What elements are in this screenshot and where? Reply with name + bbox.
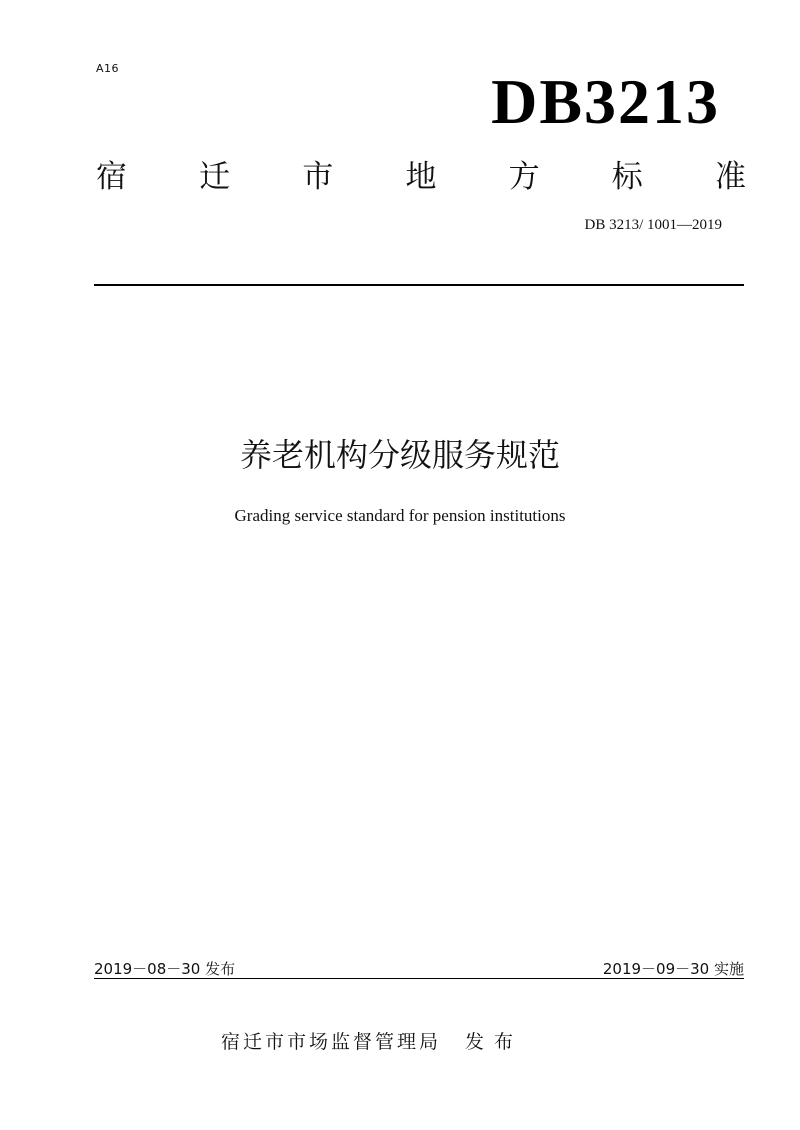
header-divider <box>94 284 744 286</box>
standard-type-char: 方 <box>508 159 540 195</box>
standard-type-heading <box>96 155 746 199</box>
publish-verb: 发布 <box>465 1031 524 1053</box>
standard-type-char: 标 <box>611 159 643 195</box>
standard-logo: DB3213 <box>491 66 720 137</box>
standard-number: DB 3213/ 1001—2019 <box>584 217 722 233</box>
document-title-english: Grading service standard for pension institutions <box>234 506 566 525</box>
publisher-line <box>221 1027 523 1054</box>
publisher-name: 宿迁市市场监督管理局 <box>221 1031 442 1053</box>
date-row <box>94 958 744 980</box>
standard-type-char: 市 <box>302 159 334 195</box>
release-date: 2019－08－30 发布 <box>94 960 236 978</box>
footer-divider <box>94 978 744 979</box>
standard-type-char: 准 <box>714 159 746 195</box>
implementation-date: 2019－09－30 实施 <box>602 960 744 978</box>
standard-type-char: 地 <box>405 159 437 195</box>
standard-type-char: 宿 <box>96 159 127 195</box>
standard-type-char: 迁 <box>199 159 231 195</box>
document-title-chinese: 养老机构分级服务规范 <box>239 436 560 474</box>
classification-code: A16 <box>96 62 120 75</box>
